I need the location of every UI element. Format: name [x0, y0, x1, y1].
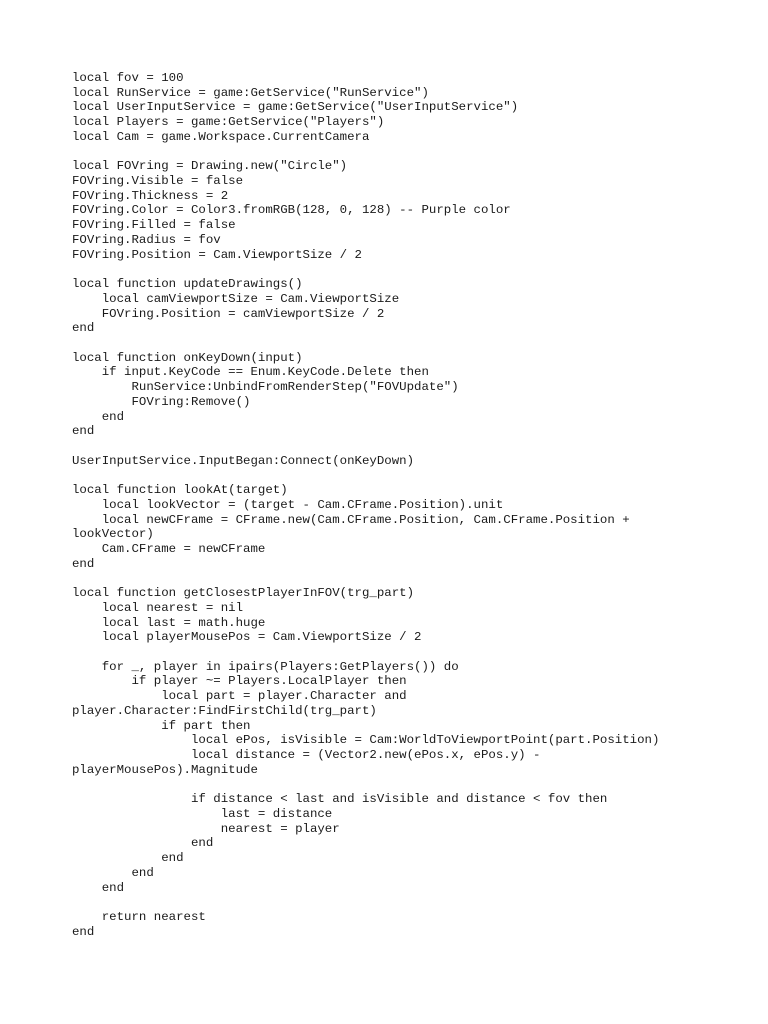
code-line: [72, 439, 712, 454]
code-line: end: [72, 851, 184, 866]
code-line: FOVring:Remove(): [72, 394, 251, 409]
code-line: local ePos, isVisible = Cam:WorldToViewportPoint(part.Position): [72, 733, 660, 748]
code-line: FOVring.Color = Color3.fromRGB(128, 0, 128) -- Purple color: [72, 203, 511, 218]
code-line: end: [72, 424, 95, 439]
code-line: local playerMousePos = Cam.ViewportSize / 2: [72, 630, 422, 645]
code-line: FOVring.Position = Cam.ViewportSize / 2: [72, 247, 362, 262]
code-line: [72, 336, 712, 351]
code-line: [72, 262, 712, 277]
code-line: local FOVring = Drawing.new("Circle"): [72, 159, 348, 174]
code-block: [72, 71, 712, 939]
code-line: [72, 645, 712, 660]
code-line: local fov = 100: [72, 71, 184, 85]
code-line: if part then: [72, 718, 251, 733]
code-line: end: [72, 556, 95, 571]
code-line: end: [72, 321, 95, 336]
code-line: end: [72, 880, 125, 895]
code-line: end: [72, 865, 154, 880]
code-line: if player ~= Players.LocalPlayer then: [72, 674, 407, 689]
code-line: Cam.CFrame = newCFrame: [72, 542, 266, 556]
code-line: FOVring.Visible = false: [72, 174, 244, 189]
code-line: playerMousePos).Magnitude: [72, 762, 258, 777]
code-line: end: [72, 836, 214, 851]
code-line: for _, player in ipairs(Players:GetPlayers()) do: [72, 659, 459, 674]
code-line: if input.KeyCode == Enum.KeyCode.Delete then: [72, 365, 429, 380]
code-line: FOVring.Radius = fov: [72, 232, 221, 247]
code-line: [72, 571, 712, 586]
code-line: local function updateDrawings(): [72, 277, 303, 292]
code-line: local nearest = nil: [72, 600, 244, 615]
code-line: player.Character:FindFirstChild(trg_part): [72, 703, 377, 718]
code-line: [72, 778, 712, 793]
code-line: local Players = game:GetService("Players"): [72, 115, 385, 130]
code-line: local last = math.huge: [72, 615, 266, 630]
code-line: local RunService = game:GetService("RunService"): [72, 85, 429, 100]
code-line: [72, 145, 712, 160]
code-line: local function onKeyDown(input): [72, 350, 303, 365]
code-line: local UserInputService = game:GetService("UserInputService"): [72, 100, 519, 115]
code-line: lookVector): [72, 527, 154, 542]
code-line: local distance = (Vector2.new(ePos.x, ePos.y) -: [72, 748, 541, 763]
code-line: FOVring.Position = camViewportSize / 2: [72, 306, 385, 321]
code-line: if distance < last and isVisible and distance < fov then: [72, 792, 608, 807]
code-line: end: [72, 924, 95, 939]
code-line: local camViewportSize = Cam.ViewportSize: [72, 291, 400, 306]
code-line: last = distance: [72, 806, 333, 821]
code-line: return nearest: [72, 909, 206, 924]
code-line: RunService:UnbindFromRenderStep("FOVUpdate"): [72, 380, 459, 395]
code-line: [72, 468, 712, 483]
code-line: local Cam = game.Workspace.CurrentCamera: [72, 129, 370, 144]
code-line: local lookVector = (target - Cam.CFrame.Position).unit: [72, 497, 504, 512]
code-line: FOVring.Filled = false: [72, 218, 236, 233]
code-line: local function lookAt(target): [72, 483, 288, 498]
code-line: local function getClosestPlayerInFOV(trg_part): [72, 586, 415, 601]
code-line: [72, 895, 712, 910]
code-line: FOVring.Thickness = 2: [72, 188, 229, 203]
code-line: UserInputService.InputBegan:Connect(onKeyDown): [72, 453, 415, 468]
code-line: end: [72, 409, 125, 424]
code-line: local newCFrame = CFrame.new(Cam.CFrame.Position, Cam.CFrame.Position +: [72, 512, 630, 527]
code-line: local part = player.Character and: [72, 689, 407, 704]
code-line: nearest = player: [72, 821, 340, 836]
